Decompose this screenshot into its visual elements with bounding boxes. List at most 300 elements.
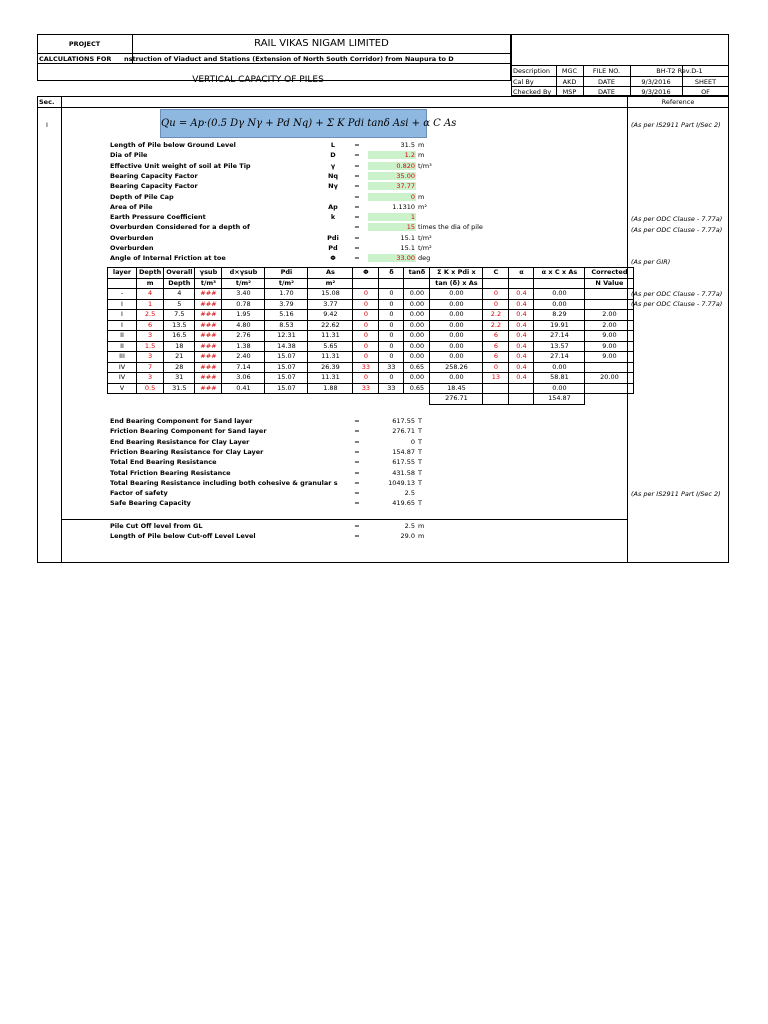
table-cell: III	[108, 352, 137, 363]
total-cohesion: 154.87	[534, 394, 585, 405]
table-cell: 9.00	[585, 352, 634, 363]
param-label: Length of Pile below Ground Level	[110, 141, 236, 149]
table-cell: 12.31	[265, 331, 308, 342]
table-cell: 0	[379, 320, 404, 331]
header-divider	[37, 53, 511, 54]
cutoff-equals: =	[354, 532, 360, 541]
table-cell: 0	[353, 352, 379, 363]
table-header-cell: layer	[108, 268, 137, 279]
table-header-cell: tanδ	[404, 268, 430, 279]
section-number: I	[46, 121, 48, 129]
table-row	[108, 299, 634, 310]
param-symbol: L	[330, 141, 336, 149]
table-cell: 0.00	[404, 289, 430, 300]
table-header-cell: t/m³	[195, 278, 222, 289]
table-cell: 0.00	[430, 331, 483, 342]
table-cell: 0.41	[222, 383, 265, 394]
table-cell: 6	[483, 341, 509, 352]
table-header-cell: Pdi	[265, 268, 308, 279]
param-equals: =	[354, 182, 360, 191]
table-cell: 14.38	[265, 341, 308, 352]
table-cell: 0	[483, 362, 509, 373]
table-header-cell: α x C x As	[534, 268, 585, 279]
param-unit: m	[418, 151, 425, 160]
table-cell: 15.08	[308, 289, 353, 300]
table-cell: 0.4	[509, 352, 534, 363]
table-cell: ###	[195, 299, 222, 310]
table-cell: 0.00	[404, 310, 430, 321]
table-cell: 5	[164, 299, 195, 310]
table-cell: 0.5	[137, 383, 164, 394]
table-cell: 0.00	[430, 299, 483, 310]
table-row	[108, 373, 634, 384]
info-grid-line	[511, 65, 729, 66]
table-cell: 33	[379, 383, 404, 394]
param-equals: =	[354, 151, 360, 160]
table-cell: 4	[164, 289, 195, 300]
table-cell: 2.2	[483, 320, 509, 331]
table-cell	[483, 383, 509, 394]
table-cell	[585, 289, 634, 300]
info-grid-line	[511, 76, 729, 77]
param-value: 0	[368, 193, 416, 201]
table-cell: 27.14	[534, 352, 585, 363]
table-header-cell	[404, 278, 430, 289]
sec-col-line	[61, 96, 62, 563]
param-equals: =	[354, 171, 360, 180]
table-cell: 0	[379, 331, 404, 342]
table-cell: 3.77	[308, 299, 353, 310]
table-cell: 0.00	[404, 341, 430, 352]
pile-layer-table	[107, 267, 634, 405]
table-cell	[379, 394, 404, 405]
table-cell: 9.42	[308, 310, 353, 321]
table-cell: 0.00	[430, 320, 483, 331]
table-cell: ###	[195, 362, 222, 373]
param-symbol: γ	[330, 161, 336, 170]
param-value: 1.1310	[392, 202, 415, 211]
table-header-cell: m²	[308, 278, 353, 289]
table-cell: 15.07	[265, 362, 308, 373]
cutoff-label: Pile Cut Off level from GL	[110, 522, 203, 530]
result-label: End Bearing Resistance for Clay Layer	[110, 437, 250, 446]
table-header-cell	[483, 278, 509, 289]
table-cell: 11.31	[308, 331, 353, 342]
table-row	[108, 362, 634, 373]
cutoff-value: 2.5	[404, 522, 415, 530]
result-label: Friction Bearing Component for Sand layer	[110, 427, 267, 436]
table-cell: 58.81	[534, 373, 585, 384]
param-label: Earth Pressure Coefficient	[110, 213, 206, 222]
table-cell: 15.07	[265, 352, 308, 363]
param-value: 37.77	[368, 182, 416, 190]
table-cell: 4	[137, 289, 164, 300]
table-cell: 0.4	[509, 362, 534, 373]
result-unit: T	[418, 427, 422, 436]
table-cell: II	[108, 341, 137, 352]
param-label: Overburden Considered for a depth of	[110, 223, 250, 232]
table-cell: 0.00	[430, 289, 483, 300]
table-cell	[164, 394, 195, 405]
table-cell	[108, 394, 137, 405]
table-cell: 0.00	[404, 352, 430, 363]
param-unit: m²	[418, 202, 427, 211]
result-label: Total End Bearing Resistance	[110, 458, 217, 467]
table-cell: 3.79	[265, 299, 308, 310]
table-cell: 20.00	[585, 373, 634, 384]
param-value: 31.5	[400, 141, 415, 149]
result-unit: T	[418, 499, 422, 508]
result-unit: T	[418, 458, 422, 467]
table-cell: 0.00	[404, 299, 430, 310]
table-cell: 0	[353, 341, 379, 352]
table-header-cell: t/m²	[222, 278, 265, 289]
table-cell: 2.76	[222, 331, 265, 342]
table-cell: ###	[195, 331, 222, 342]
result-equals: =	[354, 417, 360, 425]
cutoff-unit: m	[418, 522, 425, 530]
table-cell	[222, 394, 265, 405]
table-cell: 33	[353, 383, 379, 394]
table-cell: 0	[353, 299, 379, 310]
param-unit: times the dia of pile	[418, 223, 483, 232]
table-cell: 2.00	[585, 310, 634, 321]
cutoff-divider	[61, 519, 627, 520]
reference-note: (As per ODC Clause - 7.77a)	[631, 300, 723, 308]
cal-by-label: Cal By	[513, 78, 534, 86]
total-friction: 276.71	[430, 394, 483, 405]
table-cell: 0.65	[404, 383, 430, 394]
param-symbol: D	[330, 151, 336, 160]
cal-by-value: AKD	[562, 78, 577, 86]
param-value: 15	[368, 223, 416, 231]
result-equals: =	[354, 468, 360, 477]
table-header-cell	[108, 278, 137, 289]
table-cell: 0	[379, 341, 404, 352]
table-cell	[265, 394, 308, 405]
param-unit: t/m³	[418, 161, 432, 170]
table-cell: 8.29	[534, 310, 585, 321]
table-cell: 11.31	[308, 373, 353, 384]
table-header-cell: δ	[379, 268, 404, 279]
table-total-row	[108, 394, 634, 405]
result-label: Total Bearing Resistance including both cohesive & granular s	[110, 478, 338, 487]
table-cell: 0	[379, 299, 404, 310]
table-cell: 1	[137, 299, 164, 310]
reference-note: (As per ODC Clause - 7.77a)	[631, 226, 723, 234]
result-label: Factor of safety	[110, 489, 168, 498]
checked-by-value: MSP	[562, 88, 577, 96]
table-cell	[585, 383, 634, 394]
table-cell: -	[108, 289, 137, 300]
result-value: 2.5	[404, 489, 415, 498]
cutoff-unit: m	[418, 532, 425, 541]
table-cell: 6	[483, 352, 509, 363]
param-label: Overburden	[110, 233, 154, 242]
table-cell: 2.00	[585, 320, 634, 331]
table-cell: ###	[195, 383, 222, 394]
table-cell: 0.00	[430, 310, 483, 321]
param-symbol: Φ	[330, 254, 336, 263]
table-cell	[585, 362, 634, 373]
param-equals: =	[354, 141, 360, 149]
table-cell	[585, 394, 634, 405]
table-cell	[195, 394, 222, 405]
table-cell: 0.4	[509, 373, 534, 384]
capacity-formula: Qu = Ap·(0.5 Dγ Nγ + Pd Nq) + Σ K Pdi tanδ Asi + α C As	[160, 109, 427, 138]
table-cell: II	[108, 331, 137, 342]
table-cell: 0.00	[404, 373, 430, 384]
table-header-cell: m	[137, 278, 164, 289]
table-cell: 4.80	[222, 320, 265, 331]
calc-label: CALCULATIONS FOR	[39, 55, 112, 63]
table-cell: 0.78	[222, 299, 265, 310]
table-cell: 0	[483, 299, 509, 310]
reference-note: (As per IS2911 Part I/Sec 2)	[631, 121, 721, 129]
description-value: MGC	[561, 67, 578, 75]
table-cell: 3.40	[222, 289, 265, 300]
table-row	[108, 289, 634, 300]
table-cell: ###	[195, 310, 222, 321]
table-cell: 0.00	[430, 352, 483, 363]
table-cell: ###	[195, 289, 222, 300]
date-label-2: DATE	[598, 88, 615, 96]
result-label: Safe Bearing Capacity	[110, 499, 191, 508]
table-header-cell: As	[308, 268, 353, 279]
table-header-row	[108, 278, 634, 289]
table-cell: 18.45	[430, 383, 483, 394]
param-label: Angle of Internal Friction at toe	[110, 254, 226, 263]
table-cell: 13.57	[534, 341, 585, 352]
result-equals: =	[354, 489, 360, 498]
param-unit: t/m²	[418, 233, 432, 242]
table-cell: 3.06	[222, 373, 265, 384]
table-cell: 7.14	[222, 362, 265, 373]
param-equals: =	[354, 202, 360, 211]
table-cell: 0.00	[534, 299, 585, 310]
table-header-cell	[509, 278, 534, 289]
param-unit: m	[418, 192, 425, 201]
table-cell: 1.38	[222, 341, 265, 352]
param-value: 15.1	[400, 233, 415, 242]
table-header-cell	[353, 278, 379, 289]
table-cell	[353, 394, 379, 405]
table-header-cell: γsub	[195, 268, 222, 279]
table-header-cell: α	[509, 268, 534, 279]
table-cell: 27.14	[534, 331, 585, 342]
table-cell: IV	[108, 373, 137, 384]
param-value: 33.00	[368, 254, 416, 262]
table-cell: ###	[195, 320, 222, 331]
table-header-cell: Overall	[164, 268, 195, 279]
table-row	[108, 310, 634, 321]
result-value: 431.58	[392, 468, 415, 477]
doc-title: VERTICAL CAPACITY OF PILES	[192, 75, 324, 85]
result-unit: T	[418, 417, 422, 425]
table-cell: 15.07	[265, 383, 308, 394]
table-cell: 5.16	[265, 310, 308, 321]
table-cell: 33	[353, 362, 379, 373]
param-equals: =	[354, 161, 360, 170]
param-unit: t/m²	[418, 244, 432, 252]
table-cell: 33	[379, 362, 404, 373]
result-value: 617.55	[392, 417, 415, 425]
result-value: 1049.13	[388, 478, 415, 487]
table-cell: 9.00	[585, 331, 634, 342]
reference-note: (As per GIR)	[631, 258, 671, 266]
table-cell	[509, 383, 534, 394]
param-symbol: Ap	[328, 202, 338, 211]
table-cell: 3	[137, 373, 164, 384]
table-cell: 13	[483, 373, 509, 384]
table-cell: 13.5	[164, 320, 195, 331]
table-header-cell: Corrected	[585, 268, 634, 279]
table-cell: 258.26	[430, 362, 483, 373]
table-cell: 0	[379, 310, 404, 321]
cutoff-value: 29.0	[400, 532, 415, 541]
date-value-1: 9/3/2016	[641, 78, 671, 86]
table-cell: 1.70	[265, 289, 308, 300]
table-header-cell: Φ	[353, 268, 379, 279]
reference-label: Reference	[661, 98, 695, 106]
table-cell: 0.00	[404, 320, 430, 331]
table-row	[108, 352, 634, 363]
param-label: Dia of Pile	[110, 151, 148, 160]
table-cell: 0	[353, 310, 379, 321]
table-cell: 0.00	[404, 331, 430, 342]
table-cell: 0.4	[509, 331, 534, 342]
table-cell: 0.4	[509, 341, 534, 352]
header-divider	[37, 63, 511, 64]
table-cell: 6	[483, 331, 509, 342]
cutoff-equals: =	[354, 522, 360, 530]
param-symbol: Nq	[327, 171, 339, 180]
table-header-cell: t/m²	[265, 278, 308, 289]
table-cell: 0	[353, 289, 379, 300]
table-cell: 0	[379, 373, 404, 384]
table-cell	[404, 394, 430, 405]
table-cell: 18	[164, 341, 195, 352]
param-equals: =	[354, 244, 360, 252]
reference-note: (As per ODC Clause - 7.77a)	[631, 290, 723, 298]
table-cell: 0.4	[509, 299, 534, 310]
table-cell: 0	[353, 320, 379, 331]
param-label: Effective Unit weight of soil at Pile Tip	[110, 161, 251, 170]
table-header-row	[108, 268, 634, 279]
table-cell: 5.65	[308, 341, 353, 352]
param-symbol: k	[330, 213, 336, 222]
table-cell: 0.4	[509, 310, 534, 321]
table-cell	[509, 394, 534, 405]
param-equals: =	[354, 223, 360, 232]
result-value: 154.87	[392, 447, 415, 456]
table-cell: I	[108, 320, 137, 331]
table-cell: I	[108, 299, 137, 310]
file-no-label: FILE NO.	[592, 67, 621, 75]
info-grid-line	[511, 86, 729, 87]
table-cell: 7	[137, 362, 164, 373]
result-equals: =	[354, 447, 360, 456]
result-label: End Bearing Component for Sand layer	[110, 417, 253, 425]
result-equals: =	[354, 478, 360, 487]
date-value-2: 9/3/2016	[641, 88, 671, 96]
param-unit: deg	[418, 254, 431, 263]
result-value: 419.65	[392, 499, 415, 508]
param-label: Overburden	[110, 244, 154, 252]
table-header-cell: Depth	[137, 268, 164, 279]
table-cell: 3	[137, 352, 164, 363]
table-header-cell: C	[483, 268, 509, 279]
table-cell: 2.2	[483, 310, 509, 321]
table-header-cell: Σ K x Pdi x	[430, 268, 483, 279]
table-cell: 1.88	[308, 383, 353, 394]
table-cell	[585, 299, 634, 310]
table-header-cell: tan (δ) x As	[430, 278, 483, 289]
table-cell: 6	[137, 320, 164, 331]
param-equals: =	[354, 192, 360, 201]
table-header-cell	[379, 278, 404, 289]
table-cell: 26.39	[308, 362, 353, 373]
result-equals: =	[354, 427, 360, 436]
param-label: Bearing Capacity Factor	[110, 182, 198, 191]
table-cell: 0.4	[509, 289, 534, 300]
table-header-cell: N Value	[585, 278, 634, 289]
table-cell	[483, 394, 509, 405]
table-cell: 8.53	[265, 320, 308, 331]
sec-header-line	[37, 107, 729, 108]
table-header-cell	[534, 278, 585, 289]
sec-label: Sec.	[39, 98, 55, 106]
param-symbol: Pd	[328, 244, 338, 252]
table-cell: 0.4	[509, 320, 534, 331]
param-label: Bearing Capacity Factor	[110, 171, 198, 180]
result-equals: =	[354, 458, 360, 467]
table-cell: 0	[353, 331, 379, 342]
result-unit: T	[418, 437, 422, 446]
table-cell: 0.00	[430, 341, 483, 352]
result-unit: T	[418, 447, 422, 456]
table-cell	[137, 394, 164, 405]
reference-note: (As per IS2911 Part I/Sec 2)	[631, 490, 721, 498]
table-row	[108, 383, 634, 394]
result-label: Friction Bearing Resistance for Clay Layer	[110, 447, 264, 456]
table-cell: V	[108, 383, 137, 394]
param-symbol: Pdi	[327, 233, 339, 242]
table-cell: 0	[379, 289, 404, 300]
result-value: 276.71	[392, 427, 415, 436]
table-cell: 7.5	[164, 310, 195, 321]
table-cell: 1.5	[137, 341, 164, 352]
param-unit: m	[418, 141, 425, 149]
date-label-1: DATE	[598, 78, 615, 86]
table-cell: 21	[164, 352, 195, 363]
param-label: Depth of Pile Cap	[110, 192, 174, 201]
table-cell: 16.5	[164, 331, 195, 342]
param-value: 15.1	[400, 244, 415, 252]
table-cell: 19.91	[534, 320, 585, 331]
table-cell	[308, 394, 353, 405]
param-symbol: Nγ	[328, 182, 338, 191]
table-row	[108, 320, 634, 331]
description-label: Description	[513, 67, 551, 75]
table-cell: 9.00	[585, 341, 634, 352]
table-cell: 0	[379, 352, 404, 363]
table-cell: ###	[195, 373, 222, 384]
result-value: 617.55	[392, 458, 415, 467]
param-value: 1	[368, 213, 416, 221]
result-value: 0	[410, 437, 415, 446]
table-cell: 11.31	[308, 352, 353, 363]
